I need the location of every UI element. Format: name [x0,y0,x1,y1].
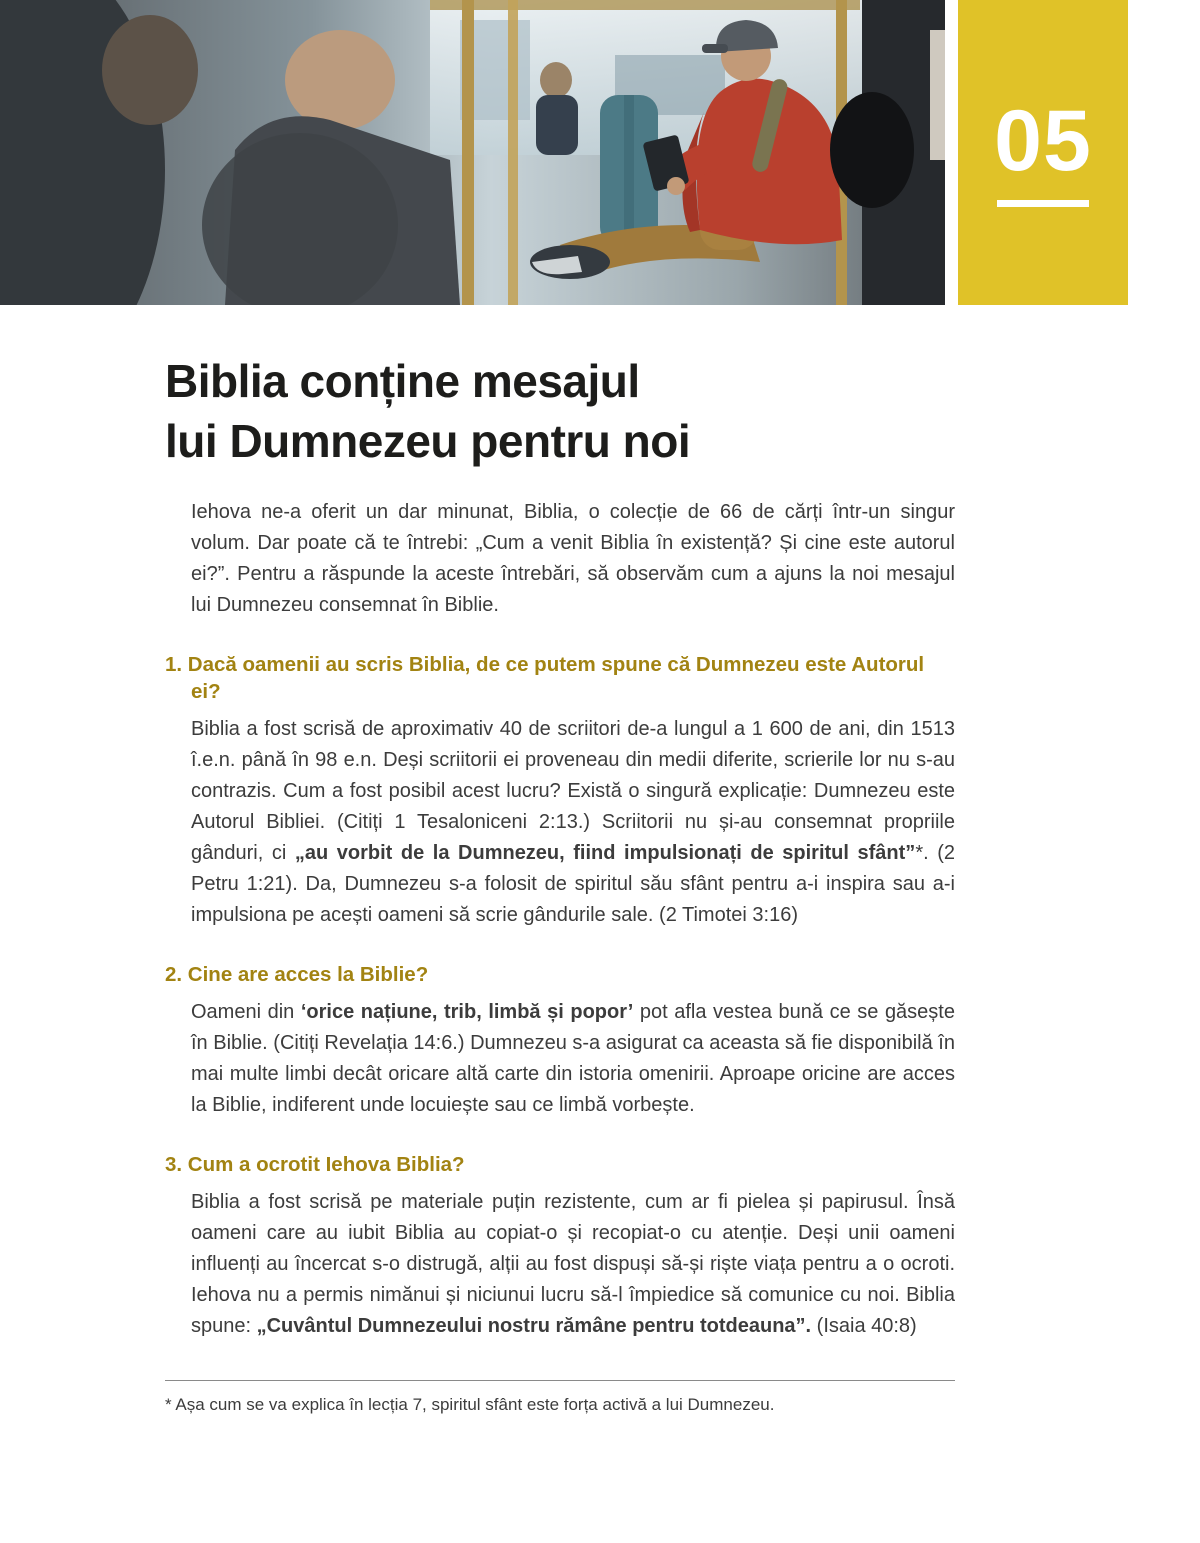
page-title [165,351,955,471]
section-3 [165,1151,955,1342]
bus-scene-illustration [0,0,945,305]
title-line-1: Biblia conține mesajul [165,355,640,407]
question-3: 3. Cum a ocrotit Iehova Biblia? [165,1153,465,1176]
hero [0,0,1200,305]
lesson-number-badge [958,0,1128,305]
section-2 [165,961,955,1121]
question-1: 1. Dacă oamenii au scris Biblia, de ce putem spune că Dumnezeu este Autorul ei? [165,653,925,703]
intro-paragraph: Iehova ne-a oferit un dar minunat, Biblia, o colecție de 66 de cărți într-un singur volum. Dar poate că te întrebi: „Cum a venit Biblia în existență? Și cine este autorul ei?”. Pentru a răspunde la aceste întrebări, să observăm cum a ajuns la noi mesajul lui Dumnezeu consemnat în Biblie. [191,501,955,616]
paragraph-1: Biblia a fost scrisă de aproximativ 40 de scriitori de-a lungul a 1 600 de ani, din 1513 î.e.n. până în 98 e.n. Deși scriitorii ei proveneau din medii diferite, scrierile lor nu s-au contrazis. Cum a fost posibil acest lucru? Există o singură explicație: Dumnezeu este Autorul Bibliei. (Citiți 1 Tesaloniceni 2:13.) Scriitorii nu și-au consemnat propriile gânduri, ci „au vorbit de la Dumnezeu, fiind impulsionați de spiritul sfânt”*. (2 Petru 1:21). Da, Dumnezeu s-a folosit de spiritul său sfânt pentru a-i inspira sau a-i impulsiona pe acești oameni să scrie gândurile sale. (2 Timotei 3:16) [191,718,955,926]
paragraph-2: Oameni din ‘orice națiune, trib, limbă și popor’ pot afla vestea bună ce se găsește în Biblie. (Citiți Revelația 14:6.) Dumnezeu s-a asigurat ca aceasta să fie disponibilă în mai multe limbi decât oricare altă carte din istoria omenirii. Aproape oricine are acces la Biblie, indiferent unde locuiește sau ce limbă vorbește. [191,1001,955,1116]
lesson-underline [997,200,1089,207]
title-line-2: lui Dumnezeu pentru noi [165,415,691,467]
footnote-divider [165,1380,955,1381]
footnote: * Așa cum se va explica în lecția 7, spiritul sfânt este forța activă a lui Dumnezeu. [165,1395,775,1414]
paragraph-3: Biblia a fost scrisă pe materiale puțin rezistente, cum ar fi pielea și papirusul. Însă oameni care au iubit Biblia au copiat-o și recopiat-o cu atenție. Deși unii oameni influenți au încercat s-o distrugă, alții au fost dispuși să-și riște viața pentru a o ocroti. Iehova nu a permis nimănui și niciunui lucru să-l împiedice să comunice cu noi. Biblia spune: „Cuvântul Dumnezeului nostru rămâne pentru totdeauna”. (Isaia 40:8) [191,1191,955,1337]
hero-photo [0,0,945,305]
article [0,351,1200,1457]
question-2: 2. Cine are acces la Biblie? [165,963,429,986]
section-1 [165,651,955,931]
lesson-number: 05 [994,93,1092,189]
